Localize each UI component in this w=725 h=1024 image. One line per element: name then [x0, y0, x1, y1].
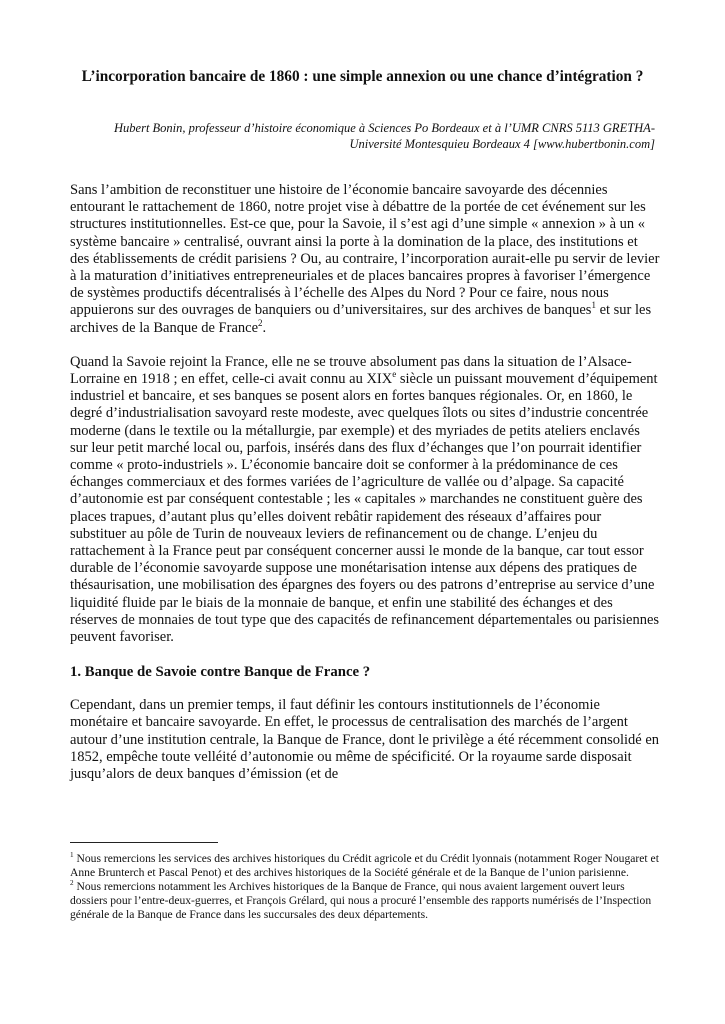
- footnote-ref-1[interactable]: 1: [591, 300, 596, 311]
- paragraph-context-text-a: Quand la Savoie rejoint la France, elle ne se trouve absolument pas dans la situation de l’Alsace-Lorraine en 1918 ; en effet, celle-ci avait connu au XIX: [70, 353, 632, 388]
- author-affiliation: Hubert Bonin, professeur d’histoire économique à Sciences Po Bordeaux et à l’UMR CNRS 5113 GRETHA-Université Montesquieu Bordeaux 4 [www.hubertbonin.com]: [114, 121, 655, 151]
- paragraph-intro: [70, 182, 660, 337]
- paragraph-intro-text-b: et sur les archives de la Banque de France: [70, 302, 652, 336]
- footnote-1-mark: 1: [70, 851, 74, 860]
- footnote-1: [70, 852, 660, 880]
- footnotes: [70, 852, 660, 922]
- footnote-separator: [70, 842, 218, 843]
- footnote-2-mark: 2: [70, 878, 74, 887]
- body-text: [70, 182, 660, 800]
- paper-title: L’incorporation bancaire de 1860 : une simple annexion ou une chance d’intégration ?: [81, 68, 644, 85]
- footnote-2: [70, 880, 660, 922]
- footnote-ref-2[interactable]: 2: [258, 317, 263, 328]
- paragraph-context: [70, 354, 660, 646]
- paragraph-intro-text-a: Sans l’ambition de reconstituer une histoire de l’économie bancaire savoyarde des décennies entourant le rattachement de 1860, notre projet vise à débattre de la portée de cet événement sur les structures institutionnelles. Est-ce que, pour la Savoie, il s’est agi d’une simple « annexion » à un « système bancaire » centralisé, ouvrant ainsi la porte à la domination de la place, des institutions et des établissements de crédit parisiens ? Ou, au contraire, l’incorporation aurait-elle pu servir de levier à la maturation d’initiatives entrepreneuriales et de places bancaires propres à favoriser l’émergence de systèmes productifs décentralisés à l’échelle des Alpes du Nord ? Pour ce faire, nous nous appuierons sur des ouvrages de banquiers ou d’universitaires, sur des archives de banques: [70, 182, 660, 319]
- section-heading: 1. Banque de Savoie contre Banque de France ?: [70, 664, 371, 681]
- century-superscript: e: [392, 369, 397, 380]
- footnote-1-text: Nous remercions les services des archives historiques du Crédit agricole et du Crédit lyonnais (notamment Roger Nougaret et Anne Brunterch et Pascal Penot) et des archives historiques de la Société générale et de la Banque de l’union parisienne.: [70, 852, 659, 879]
- footnote-2-text: Nous remercions notamment les Archives historiques de la Banque de France, qui nous avaient largement ouvert leurs dossiers pour l’entre-deux-guerres, et François Grélard, qui nous a procuré l’ensemble des rapports numérisés de l’Inspection générale de la Banque de France dans les succursales des deux départements.: [70, 879, 652, 921]
- paragraph-intro-text-c: .: [262, 319, 267, 336]
- paragraph-section1: Cependant, dans un premier temps, il faut définir les contours institutionnels de l’économie monétaire et bancaire savoyarde. En effet, le processus de centralisation des marchés de l’argent autour d’une institution centrale, la Banque de France, dont le privilège a été récemment consolidé en 1852, empêche toute velléité d’autonomie ou même de spécificité. Or la royaume sarde disposait jusqu’alors de deux banques d’émission (et de: [70, 697, 660, 783]
- paragraph-context-text-b: siècle un puissant mouvement d’équipement industriel et bancaire, et ses banques se posent alors en fortes banques régionales. Or, en 1860, le degré d’industrialisation savoyard reste modeste, avec quelques îlots ou sites d’industrie concentrée moderne (dans le textile ou la métallurgie, par exemple) et des myriades de petits ateliers enclavés sur leur petit marché local ou, parfois, insérés dans des flux d’échanges que l’on pourrait identifier comme « proto-industriels ». L’économie bancaire doit se conformer à la prédominance de ces échanges commerciaux et des formes variées de l’agriculture de vallée ou d’alpage. Sa capacité d’autonomie est par conséquent contestable ; les « capitales » marchandes ne constituent guère des places trapues, d’autant plus qu’elles doivent rebâtir rapidement des réseaux d’affaires pour substituer au pôle de Turin de nouveaux leviers de refinancement ou de change. L’enjeu du rattachement à la France peut par conséquent concerner aussi le monde de la banque, car tout essor durable de l’économie savoyarde suppose une monétarisation intense aux dépens des pratiques de thésaurisation, une mobilisation des épargnes des foyers ou des patrons d’entreprise au service d’une liquidité fluide par le biais de la monnaie de banque, et enfin une stabilité des échanges et des réserves de monnaies de tout type que des capacités de refinancement départementales ou parisiennes peuvent favoriser.: [70, 371, 660, 646]
